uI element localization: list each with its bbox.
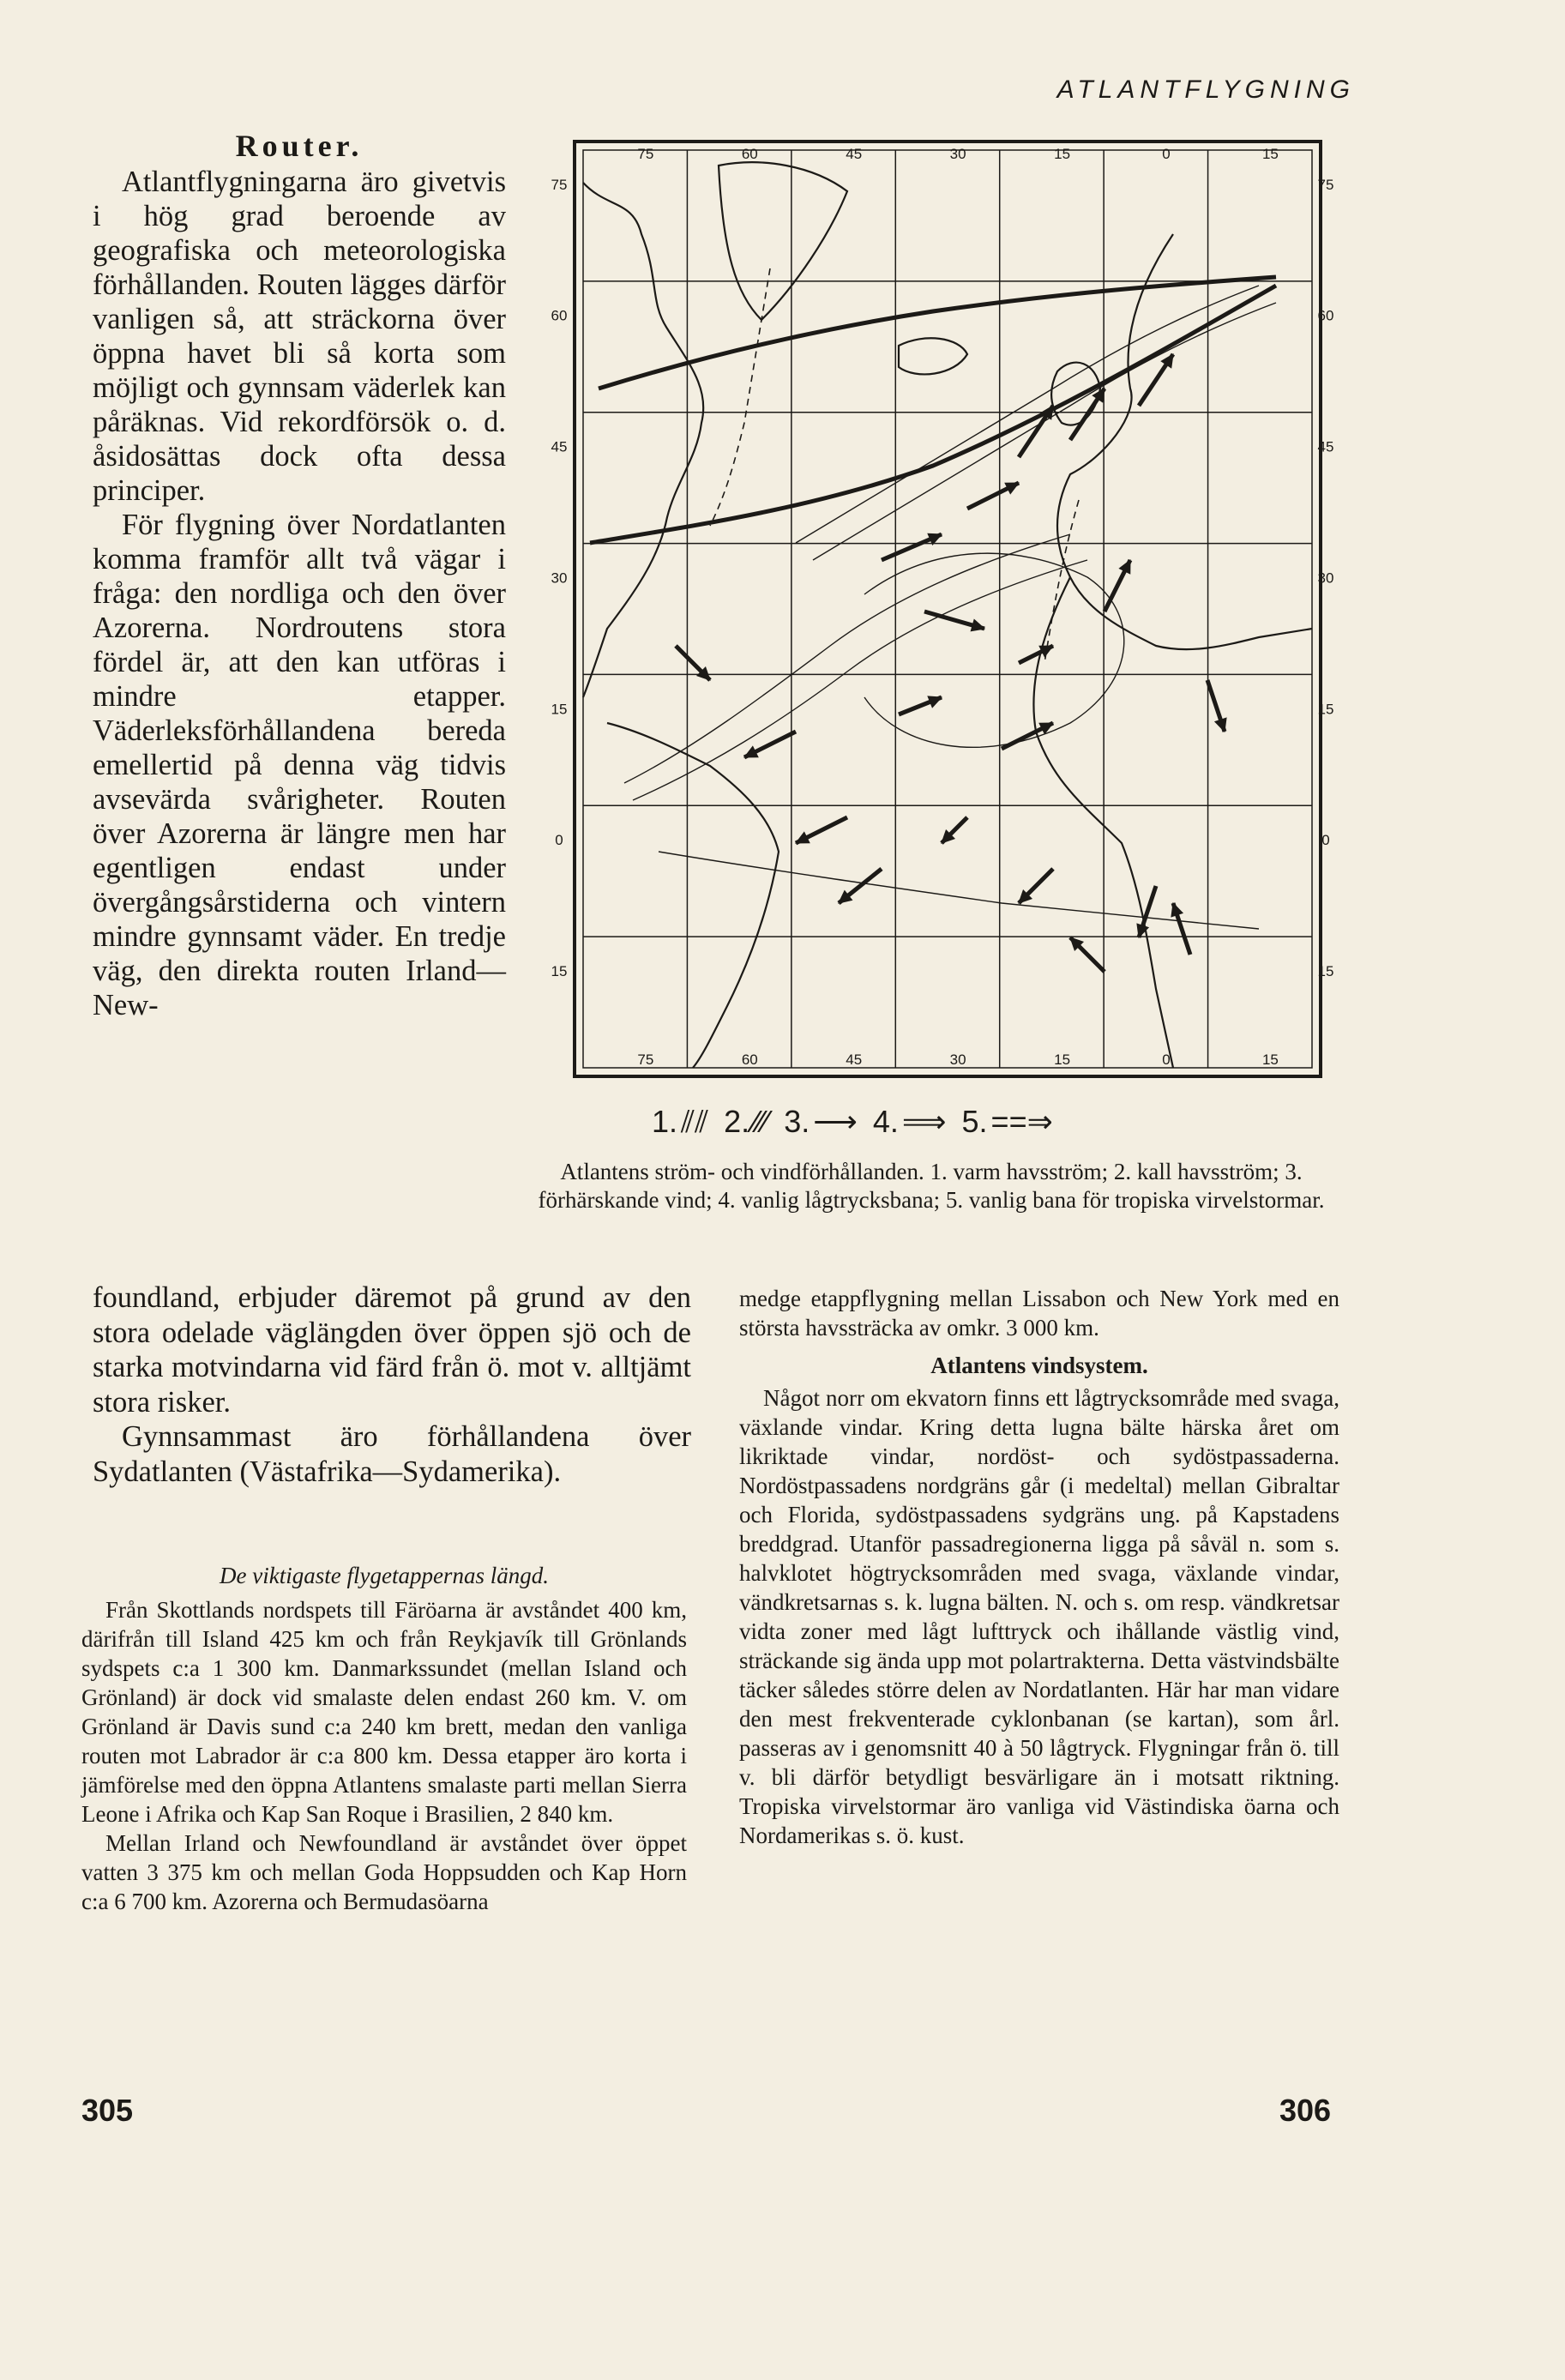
map-top-label: 45 xyxy=(846,146,863,162)
cold-current-symbol-icon: ⁄⁄⁄ xyxy=(753,1104,769,1139)
atlantic-map xyxy=(539,131,1338,1088)
map-left-label: 15 xyxy=(551,701,568,718)
paragraph-router-continued: foundland, erbjuder däremot på grund av den stora odelade väglängden över öppen sjö och de starka motvindarna vid färd från ö. mot v. alltjämt stora risker. xyxy=(93,1281,691,1419)
subheading-flight-stages: De viktigaste flygetappernas längd. xyxy=(220,1563,549,1588)
legend-item-cyclone-track xyxy=(873,1104,947,1140)
map-right-label: 15 xyxy=(1317,701,1334,718)
paragraph-router-1: Atlantflygningarna äro givetvis i hög grad beroende av geografiska och meteorologiska förhållanden. Routen lägges därför vanligen så, att sträckorna över öppna havet bli så korta som möjligt och gynnsam väderlek kan påräknas. Vid rekordförsök o. d. åsidosättas dock ofta dessa principer. xyxy=(93,166,506,507)
legend-item-warm-current xyxy=(652,1104,708,1141)
paragraph-stages-continued: medge etappflygning mellan Lissabon och New York med en största havssträcka av omkr. 3 000 km. xyxy=(739,1286,1339,1341)
map-right-label: 15 xyxy=(1317,963,1334,979)
running-title: ATLANTFLYGNING xyxy=(1056,75,1355,104)
map-left-label: 0 xyxy=(555,832,563,849)
column-1-top xyxy=(93,129,506,1022)
map-right-label: 30 xyxy=(1317,569,1334,587)
legend-item-cold-current xyxy=(724,1104,768,1140)
map-bottom-label: 0 xyxy=(1162,1051,1171,1068)
map-top-label: 75 xyxy=(637,146,654,162)
atlantic-map-figure xyxy=(539,131,1338,1088)
map-top-label: 30 xyxy=(949,146,966,162)
legend-number: 1. xyxy=(652,1104,678,1139)
paragraph-stages-2: Mellan Irland och Newfoundland är avståndet över öppet vatten 3 375 km och mellan Goda Hoppsudden och Kap Horn c:a 6 700 km. Azorerna och Bermudasöarna xyxy=(81,1830,687,1914)
paragraph-wind-system: Något norr om ekvatorn finns ett lågtrycksområde med svaga, växlande vindar. Kring detta lugna bälte härska året om likriktade vindar, nordöst- och sydöstpassaderna. Nordöstpassadens nordgräns går (i medeltal) mellan Gibraltar och Florida, sydöstpassadens sydgräns ung. på Kapstadens breddgrad. Utanför passadregionerna ligga på såväl n. som s. halvklotet högtrycksområden med svaga, växlande vindar, vändkretsarnas s. k. lugna bälten. N. och s. om resp. vändkretsar vidta zoner med lågt lufttryck och ihållande västlig vind, sträckande sig ända upp mot polartrakterna. Detta västvindsbälte täcker således större delen av Nordatlanten. Här har man vidare den mest frekventerade cyklonbanan (se kartan), som årl. passeras av i genomsnitt 40 à 50 lågtryck. Flygningar från ö. till v. bli därför betydligt besvärligare än i motsatt riktning. Tropiska virvelstormar äro vanliga vid Västindiska öarna och Nordamerikas s. ö. kust. xyxy=(739,1385,1339,1848)
paragraph-router-2: För flygning över Nordatlanten komma framför allt två vägar i fråga: den nordliga och den över Azorerna. Nordroutens stora fördel är, att den kan utföras i mindre etapper. Väderleksförhållandena bereda emellertid på denna väg tidvis avsevärda svårigheter. Routen över Azorerna är längre men har egentligen endast under övergångsårstiderna och vintern mindre gynnsamt väder. En tredje väg, den direkta routen Irland—New- xyxy=(93,509,506,1021)
map-left-label: 15 xyxy=(551,963,568,979)
legend-item-tropical-storm xyxy=(962,1104,1053,1140)
map-bottom-label: 75 xyxy=(637,1051,654,1068)
legend-number: 5. xyxy=(961,1104,988,1139)
legend-item-prevailing-wind xyxy=(784,1104,858,1140)
map-caption: Atlantens ström- och vindförhållanden. 1. varm havsström; 2. kall havsström; 3. förhärskande vind; 4. vanlig lågtrycksbana; 5. vanlig bana för tropiska virvelstormar. xyxy=(538,1159,1325,1213)
map-top-label: 60 xyxy=(741,146,758,162)
column-2 xyxy=(739,1284,1339,1850)
legend-number: 2. xyxy=(724,1104,750,1139)
map-bottom-label: 15 xyxy=(1261,1051,1279,1068)
map-left-label: 45 xyxy=(551,438,568,455)
page-number-left: 305 xyxy=(81,2093,134,2128)
legend-number: 4. xyxy=(872,1104,899,1139)
map-right-label: 60 xyxy=(1317,307,1334,324)
map-top-label: 15 xyxy=(1261,146,1279,162)
legend-number: 3. xyxy=(784,1104,810,1139)
dashed-double-arrow-icon: ==⇒ xyxy=(990,1104,1053,1139)
map-top-label: 0 xyxy=(1162,146,1171,162)
map-left-label: 60 xyxy=(551,307,568,324)
map-left-label: 30 xyxy=(551,569,568,587)
section-heading-router: Router. xyxy=(235,129,364,163)
subheading-wind-system: Atlantens vindsystem. xyxy=(930,1353,1148,1378)
paragraph-stages-1: Från Skottlands nordspets till Färöarna är avståndet 400 km, därifrån till Island 425 km och från Reykjavík till Grönlands sydspets c:a 1 300 km. Danmarkssundet (mellan Island och Grönland) är dock vid smalaste delen endast 260 km. V. om Grönland är Davis sund c:a 240 km brett, medan den vanliga routen mot Labrador är c:a 800 km. Dessa etapper äro korta i jämförelse med den öppna Atlantens smalaste parti mellan Sierra Leone i Afrika och Kap San Roque i Brasilien, 2 840 km. xyxy=(81,1597,687,1827)
column-1-full xyxy=(93,1280,691,1489)
map-top-label: 15 xyxy=(1054,146,1071,162)
map-bottom-label: 30 xyxy=(949,1051,966,1068)
map-right-label: 0 xyxy=(1321,832,1330,849)
map-right-label: 75 xyxy=(1317,176,1334,193)
paragraph-sydatlanten: Gynnsammast äro förhållandena över Sydatlanten (Västafrika—Sydamerika). xyxy=(93,1420,691,1488)
double-arrow-icon: ⟹ xyxy=(901,1104,947,1139)
wind-arrow-icon: ⟶ xyxy=(813,1104,858,1139)
map-left-label: 75 xyxy=(551,176,568,193)
map-bottom-label: 15 xyxy=(1054,1051,1071,1068)
warm-current-symbol-icon: ⫽⫽ xyxy=(681,1103,709,1139)
map-legend xyxy=(652,1100,1269,1143)
map-bottom-label: 60 xyxy=(741,1051,758,1068)
page-number-right: 306 xyxy=(1279,2093,1332,2128)
map-right-label: 45 xyxy=(1317,438,1334,455)
map-bottom-label: 45 xyxy=(846,1051,863,1068)
column-1-small xyxy=(81,1552,687,1916)
